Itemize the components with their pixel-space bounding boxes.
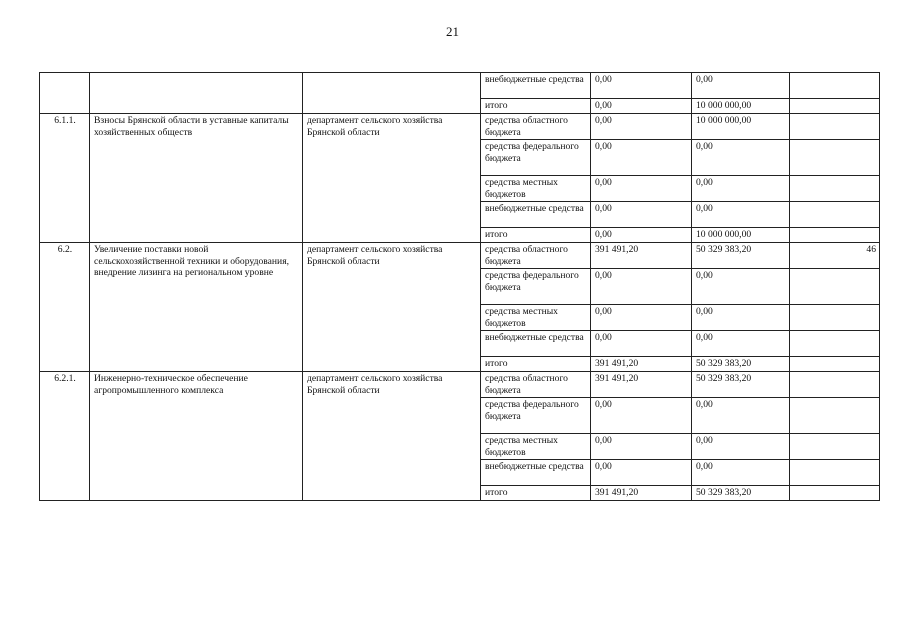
value-cell: 50 329 383,20	[692, 357, 790, 372]
funding-source-cell: средства областного бюджета	[481, 372, 591, 398]
value-cell: 0,00	[591, 202, 692, 228]
value-cell: 50 329 383,20	[692, 243, 790, 269]
funding-source-cell: внебюджетные средства	[481, 202, 591, 228]
item-name-cell: Увеличение поставки новой сельскохозяйственной техники и оборудования, внедрение лизинга на региональном уровне	[90, 243, 303, 372]
value-cell: 0,00	[591, 140, 692, 176]
value-cell: 0,00	[692, 305, 790, 331]
value-cell: 10 000 000,00	[692, 228, 790, 243]
funding-source-cell: средства местных бюджетов	[481, 434, 591, 460]
funding-source-cell: средства областного бюджета	[481, 114, 591, 140]
department-cell: департамент сельского хозяйства Брянской области	[303, 372, 481, 501]
value-cell: 0,00	[591, 228, 692, 243]
indicator-cell	[790, 114, 880, 140]
value-cell: 0,00	[591, 114, 692, 140]
item-number-cell: 6.2.	[40, 243, 90, 372]
indicator-cell	[790, 372, 880, 398]
budget-table-body	[40, 73, 880, 501]
indicator-cell	[790, 176, 880, 202]
indicator-cell	[790, 73, 880, 99]
item-number-cell: 6.2.1.	[40, 372, 90, 501]
funding-source-cell: средства федерального бюджета	[481, 398, 591, 434]
page-number: 21	[446, 24, 459, 39]
value-cell: 0,00	[692, 269, 790, 305]
funding-source-cell: средства местных бюджетов	[481, 305, 591, 331]
funding-source-cell: итого	[481, 228, 591, 243]
table-row	[40, 243, 880, 269]
funding-source-cell: внебюджетные средства	[481, 73, 591, 99]
indicator-cell: 46	[790, 243, 880, 269]
department-cell	[303, 73, 481, 114]
funding-source-cell: итого	[481, 99, 591, 114]
value-cell: 0,00	[692, 331, 790, 357]
value-cell: 0,00	[591, 434, 692, 460]
item-number-cell	[40, 73, 90, 114]
value-cell: 0,00	[591, 305, 692, 331]
indicator-cell	[790, 140, 880, 176]
value-cell: 391 491,20	[591, 243, 692, 269]
value-cell: 391 491,20	[591, 357, 692, 372]
value-cell: 391 491,20	[591, 486, 692, 501]
value-cell: 0,00	[591, 176, 692, 202]
funding-source-cell: средства федерального бюджета	[481, 269, 591, 305]
table-row	[40, 73, 880, 99]
indicator-cell	[790, 202, 880, 228]
item-name-cell	[90, 73, 303, 114]
indicator-cell	[790, 460, 880, 486]
value-cell: 0,00	[692, 176, 790, 202]
funding-source-cell: итого	[481, 357, 591, 372]
value-cell: 10 000 000,00	[692, 114, 790, 140]
item-name-cell: Взносы Брянской области в уставные капиталы хозяйственных обществ	[90, 114, 303, 243]
department-cell: департамент сельского хозяйства Брянской области	[303, 243, 481, 372]
value-cell: 0,00	[692, 202, 790, 228]
value-cell: 0,00	[591, 269, 692, 305]
indicator-cell	[790, 269, 880, 305]
table-row	[40, 372, 880, 398]
value-cell: 10 000 000,00	[692, 99, 790, 114]
funding-source-cell: итого	[481, 486, 591, 501]
value-cell: 50 329 383,20	[692, 486, 790, 501]
value-cell: 0,00	[591, 73, 692, 99]
funding-source-cell: средства федерального бюджета	[481, 140, 591, 176]
value-cell: 0,00	[591, 99, 692, 114]
value-cell: 0,00	[692, 398, 790, 434]
funding-source-cell: средства местных бюджетов	[481, 176, 591, 202]
indicator-cell	[790, 357, 880, 372]
budget-table	[39, 72, 880, 501]
value-cell: 0,00	[692, 460, 790, 486]
indicator-cell	[790, 398, 880, 434]
indicator-cell	[790, 331, 880, 357]
value-cell: 50 329 383,20	[692, 372, 790, 398]
value-cell: 0,00	[591, 331, 692, 357]
funding-source-cell: внебюджетные средства	[481, 460, 591, 486]
value-cell: 0,00	[692, 73, 790, 99]
indicator-cell	[790, 99, 880, 114]
funding-source-cell: средства областного бюджета	[481, 243, 591, 269]
indicator-cell	[790, 434, 880, 460]
department-cell: департамент сельского хозяйства Брянской области	[303, 114, 481, 243]
funding-source-cell: внебюджетные средства	[481, 331, 591, 357]
value-cell: 0,00	[591, 460, 692, 486]
value-cell: 0,00	[591, 398, 692, 434]
value-cell: 391 491,20	[591, 372, 692, 398]
value-cell: 0,00	[692, 434, 790, 460]
value-cell: 0,00	[692, 140, 790, 176]
indicator-cell	[790, 228, 880, 243]
indicator-cell	[790, 486, 880, 501]
table-row	[40, 114, 880, 140]
item-number-cell: 6.1.1.	[40, 114, 90, 243]
item-name-cell: Инженерно-техническое обеспечение агропромышленного комплекса	[90, 372, 303, 501]
indicator-cell	[790, 305, 880, 331]
